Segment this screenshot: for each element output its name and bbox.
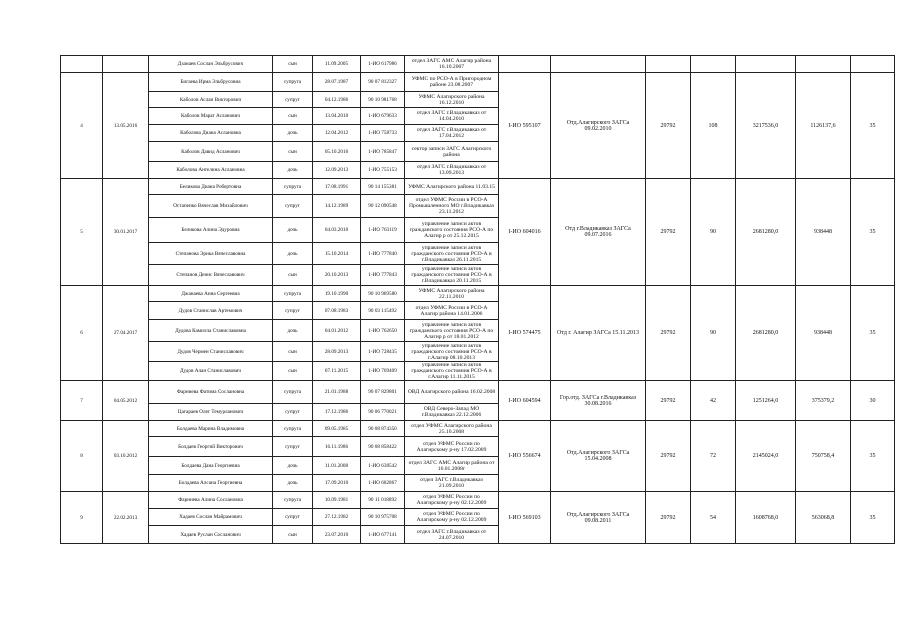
group-zags: Гор.отд. ЗАГСа г.Владикавказ 30.08.2016 bbox=[551, 381, 646, 421]
group-cert: I-ИО 569103 bbox=[499, 492, 551, 544]
member-relation: дочь bbox=[273, 125, 313, 142]
group-area: 72 bbox=[691, 421, 736, 492]
member-birthdate: 28.09.2013 bbox=[313, 342, 361, 362]
member-birthdate: 04.12.1986 bbox=[313, 92, 361, 108]
table-row bbox=[61, 421, 895, 437]
member-name: Каболов Марат Асланович bbox=[149, 108, 273, 125]
member-birthdate: 05.10.2016 bbox=[313, 142, 361, 162]
group-num: 5 bbox=[61, 179, 103, 286]
member-name: Дзанаев Сослан Эльбрусович bbox=[149, 56, 273, 73]
member-birthdate: 27.12.1982 bbox=[313, 509, 361, 526]
member-relation: дочь bbox=[273, 457, 313, 475]
group-cert: I-ИО 556674 bbox=[499, 421, 551, 492]
member-document: 1-ИО 682867 bbox=[361, 475, 405, 492]
group-area: 108 bbox=[691, 73, 736, 179]
group-sum: 2681280,0 bbox=[736, 286, 796, 381]
member-document: 1-ИО 638542 bbox=[361, 457, 405, 475]
member-name: Цагараев Олег Темурланович bbox=[149, 404, 273, 421]
member-name: Бигаева Ирма Эльбрусовна bbox=[149, 73, 273, 92]
member-relation: дочь bbox=[273, 320, 313, 342]
member-birthdate: 07.11.2015 bbox=[313, 362, 361, 381]
member-relation: супруга bbox=[273, 179, 313, 195]
member-birthdate: 09.05.1985 bbox=[313, 421, 361, 437]
member-birthdate: 17.09.2010 bbox=[313, 475, 361, 492]
document-page bbox=[60, 55, 876, 544]
member-relation: сын bbox=[273, 142, 313, 162]
member-document: 1-ИО 763119 bbox=[361, 218, 405, 243]
group-date bbox=[103, 56, 149, 73]
member-name: Дудов Чермен Станиславович bbox=[149, 342, 273, 362]
member-name: Беликова Алина Эдуровна bbox=[149, 218, 273, 243]
member-issued-by: отдел ЗАГС г.Владикавказ 21.09.2010 bbox=[405, 475, 499, 492]
member-birthdate: 12.04.2012 bbox=[313, 125, 361, 142]
member-issued-by: управление записи актов гражданского состояния РСО-А в г.Алагир 08.10.2013 bbox=[405, 342, 499, 362]
table-row bbox=[61, 492, 895, 509]
member-relation: дочь bbox=[273, 475, 313, 492]
member-issued-by: сектор записи ЗАГС Алагирского района bbox=[405, 142, 499, 162]
group-sum: 2145024,0 bbox=[736, 421, 796, 492]
member-document: 90 08 858422 bbox=[361, 437, 405, 457]
group-num: 7 bbox=[61, 381, 103, 421]
group-price: 29792 bbox=[646, 492, 691, 544]
member-document: 1-ИО 762650 bbox=[361, 320, 405, 342]
table-row bbox=[61, 381, 895, 404]
group-cert: I-ИО 604016 bbox=[499, 179, 551, 286]
member-relation: дочь bbox=[273, 218, 313, 243]
group-cert: I-ИО 604594 bbox=[499, 381, 551, 421]
group-zags bbox=[551, 56, 646, 73]
group-zags: Отд г. Алагир ЗАГСа 15.11.2013 bbox=[551, 286, 646, 381]
group-date: 04.05.2012 bbox=[103, 381, 149, 421]
table-row bbox=[61, 73, 895, 92]
member-document: 90 07 829801 bbox=[361, 381, 405, 404]
member-birthdate: 10.09.1981 bbox=[313, 492, 361, 509]
member-relation: супруга bbox=[273, 492, 313, 509]
member-name: Беликова Диана Робертовна bbox=[149, 179, 273, 195]
table-row bbox=[61, 56, 895, 73]
group-pay: 938448 bbox=[796, 286, 851, 381]
member-birthdate: 19.10.1990 bbox=[313, 286, 361, 302]
member-document: 1-ИО 777840 bbox=[361, 243, 405, 265]
group-pay: 375379,2 bbox=[796, 381, 851, 421]
member-document: 90 12 090548 bbox=[361, 195, 405, 218]
group-sum: 2681280,0 bbox=[736, 179, 796, 286]
member-name: Дудов Алан Станиславович bbox=[149, 362, 273, 381]
member-name: Хадаев Сослан Майрамович bbox=[149, 509, 273, 526]
group-pct: 35 bbox=[851, 73, 895, 179]
group-pay: 750758,4 bbox=[796, 421, 851, 492]
group-sum: 1251264,0 bbox=[736, 381, 796, 421]
member-document: 1-ИО 785847 bbox=[361, 142, 405, 162]
member-birthdate: 04.01.2012 bbox=[313, 320, 361, 342]
group-price: 29792 bbox=[646, 381, 691, 421]
member-issued-by: управление записи актов гражданского состояния РСО-А в г.Алагир 11.11.2015 bbox=[405, 362, 499, 381]
member-relation: супруга bbox=[273, 286, 313, 302]
group-area: 42 bbox=[691, 381, 736, 421]
member-relation: супруг bbox=[273, 509, 313, 526]
member-birthdate: 28.07.1987 bbox=[313, 73, 361, 92]
member-name: Джанаева Анна Сергеевна bbox=[149, 286, 273, 302]
member-name: Болдаева Алсана Георгиевна bbox=[149, 475, 273, 492]
member-birthdate: 13.04.2010 bbox=[313, 108, 361, 125]
member-document: 1-ИО 617986 bbox=[361, 56, 405, 73]
group-date: 03.10.2012 bbox=[103, 421, 149, 492]
member-name: Дудова Камилла Станиславовна bbox=[149, 320, 273, 342]
member-document: 1-ИО 755153 bbox=[361, 162, 405, 179]
group-area: 90 bbox=[691, 286, 736, 381]
member-issued-by: управление записи актов гражданского состояния РСО-А по Алагир р от 25.12.2015 bbox=[405, 218, 499, 243]
member-document: 1-ИО 758733 bbox=[361, 125, 405, 142]
group-area: 54 bbox=[691, 492, 736, 544]
member-relation: супруга bbox=[273, 73, 313, 92]
member-name: Болдаева Дана Георгиевна bbox=[149, 457, 273, 475]
member-issued-by: ОВД Алагирского района 16.02.2008 bbox=[405, 381, 499, 404]
member-document: 1-ИО 679633 bbox=[361, 108, 405, 125]
member-issued-by: управление записи актов гражданского состояния РСО-А в г.Владикавказ 26.11.2015 bbox=[405, 243, 499, 265]
member-document: 1-ИО 777843 bbox=[361, 265, 405, 286]
member-document: 1-ИО 769409 bbox=[361, 362, 405, 381]
group-pct: 35 bbox=[851, 492, 895, 544]
member-issued-by: отдел УФМС России по Алагирскому р-ну 02.12.2009 bbox=[405, 492, 499, 509]
member-issued-by: отдел ЗАГС г.Владикавказ от 13.09.2013 bbox=[405, 162, 499, 179]
member-issued-by: отдел УФМС России в РСО-А Алагир района 14.01.2006 bbox=[405, 302, 499, 320]
group-cert: I-ИО 574475 bbox=[499, 286, 551, 381]
member-birthdate: 12.09.2013 bbox=[313, 162, 361, 179]
group-date: 30.01.2017 bbox=[103, 179, 149, 286]
group-date: 13.05.2016 bbox=[103, 73, 149, 179]
member-birthdate: 21.01.1988 bbox=[313, 381, 361, 404]
group-sum: 1608768,0 bbox=[736, 492, 796, 544]
group-num: 8 bbox=[61, 421, 103, 492]
member-document: 90 08 874350 bbox=[361, 421, 405, 437]
member-relation: супруг bbox=[273, 404, 313, 421]
member-issued-by: отдел УФМС России по Алагирскому р-ну 17.02.2009 bbox=[405, 437, 499, 457]
member-relation: сын bbox=[273, 342, 313, 362]
member-name: Каболов Давид Асланович bbox=[149, 142, 273, 162]
member-birthdate: 14.12.1989 bbox=[313, 195, 361, 218]
member-document: 1-ИО 677141 bbox=[361, 526, 405, 544]
group-date: 27.04.2017 bbox=[103, 286, 149, 381]
member-relation: супруг bbox=[273, 92, 313, 108]
member-relation: супруга bbox=[273, 381, 313, 404]
group-num: 4 bbox=[61, 73, 103, 179]
group-pay: 563068,8 bbox=[796, 492, 851, 544]
member-name: Фарниева Алина Сослановна bbox=[149, 492, 273, 509]
member-relation: сын bbox=[273, 56, 313, 73]
member-issued-by: УФМС Алагирского района 22.11.2010 bbox=[405, 286, 499, 302]
member-birthdate: 17.08.1991 bbox=[313, 179, 361, 195]
member-birthdate: 11.01.2008 bbox=[313, 457, 361, 475]
member-issued-by: УФМС Алагирского района 11.03.15 bbox=[405, 179, 499, 195]
group-pct: 35 bbox=[851, 421, 895, 492]
member-name: Остапенко Вячеслав Михайлович bbox=[149, 195, 273, 218]
member-birthdate: 17.12.1986 bbox=[313, 404, 361, 421]
member-issued-by: отдел ЗАГС г.Владикавказ от 17.04.2012 bbox=[405, 125, 499, 142]
group-cert: I-ИО 595107 bbox=[499, 73, 551, 179]
member-document: 90 10 981768 bbox=[361, 92, 405, 108]
member-birthdate: 20.10.2013 bbox=[313, 265, 361, 286]
group-pay: 938448 bbox=[796, 179, 851, 286]
member-name: Болдаева Марина Владимовна bbox=[149, 421, 273, 437]
member-name: Каболов Аслан Викторович bbox=[149, 92, 273, 108]
member-birthdate: 11.09.2005 bbox=[313, 56, 361, 73]
member-birthdate: 16.11.1986 bbox=[313, 437, 361, 457]
member-document: 90 06 770021 bbox=[361, 404, 405, 421]
member-relation: супруга bbox=[273, 421, 313, 437]
member-relation: дочь bbox=[273, 243, 313, 265]
member-document: 90 14 155381 bbox=[361, 179, 405, 195]
group-zags: Отд.Алагирского ЗАГСа 09.02.2010 bbox=[551, 73, 646, 179]
group-num: 9 bbox=[61, 492, 103, 544]
member-name: Каболова Диана Аслановна bbox=[149, 125, 273, 142]
member-relation: супруг bbox=[273, 195, 313, 218]
member-document: 90 07 812327 bbox=[361, 73, 405, 92]
member-document: 90 10 975708 bbox=[361, 509, 405, 526]
group-pct: 35 bbox=[851, 286, 895, 381]
group-sum bbox=[736, 56, 796, 73]
group-num: 6 bbox=[61, 286, 103, 381]
member-relation: сын bbox=[273, 362, 313, 381]
group-area: 90 bbox=[691, 179, 736, 286]
member-name: Болдаев Георгий Викторович bbox=[149, 437, 273, 457]
member-name: Фарниева Фатима Сослановна bbox=[149, 381, 273, 404]
group-price: 29792 bbox=[646, 73, 691, 179]
member-relation: супруг bbox=[273, 302, 313, 320]
member-relation: сын bbox=[273, 265, 313, 286]
member-issued-by: отдел ЗАГС АМС Алагир района от 16.01.2008г bbox=[405, 457, 499, 475]
group-zags: Отд.Алагирского ЗАГСа 09.08.2011 bbox=[551, 492, 646, 544]
group-area bbox=[691, 56, 736, 73]
table-row bbox=[61, 179, 895, 195]
member-relation: дочь bbox=[273, 162, 313, 179]
member-name: Каболова Ангелина Аслановна bbox=[149, 162, 273, 179]
member-issued-by: отдел УФМС Алагирского района 25.10.2008 bbox=[405, 421, 499, 437]
member-name: Дудов Станислав Артемович bbox=[149, 302, 273, 320]
member-relation: супруг bbox=[273, 437, 313, 457]
member-name: Степанов Денис Вячеславович bbox=[149, 265, 273, 286]
group-pct: 30 bbox=[851, 381, 895, 421]
member-issued-by: отдел ЗАГС г.Владикавказ от 24.07.2010 bbox=[405, 526, 499, 544]
member-name: Степанова Эрика Вячеславовна bbox=[149, 243, 273, 265]
member-name: Хадаев Руслан Сосланович bbox=[149, 526, 273, 544]
member-relation: сын bbox=[273, 108, 313, 125]
group-sum: 3217536,0 bbox=[736, 73, 796, 179]
member-relation: сын bbox=[273, 526, 313, 544]
group-price: 29792 bbox=[646, 179, 691, 286]
member-document: 90 11 018892 bbox=[361, 492, 405, 509]
group-pay bbox=[796, 56, 851, 73]
group-pay: 1126137,6 bbox=[796, 73, 851, 179]
group-num bbox=[61, 56, 103, 73]
member-birthdate: 23.07.2010 bbox=[313, 526, 361, 544]
member-issued-by: управление записи актов гражданского состояния РСО-А по Алагир р от 18.01.2012 bbox=[405, 320, 499, 342]
member-birthdate: 15.10.2014 bbox=[313, 243, 361, 265]
group-date: 22.02.2013 bbox=[103, 492, 149, 544]
group-price bbox=[646, 56, 691, 73]
member-issued-by: ОВД Северо-Запад МО г.Владикавказ 22.12.2006 bbox=[405, 404, 499, 421]
group-zags: Отд г.Владикавказ ЗАГСа 09.07.2016 bbox=[551, 179, 646, 286]
member-document: 1-ИО 728435 bbox=[361, 342, 405, 362]
group-price: 29792 bbox=[646, 421, 691, 492]
group-pct: 35 bbox=[851, 179, 895, 286]
family-records-table bbox=[60, 55, 895, 544]
group-zags: Отд.Алагирского ЗАГСа 15.04.2008 bbox=[551, 421, 646, 492]
table-row bbox=[61, 286, 895, 302]
member-issued-by: управление записи актов гражданского состояния РСО-А в г.Владикавказ 20.11.2015 bbox=[405, 265, 499, 286]
member-issued-by: отдел ЗАГС АМС Алагир района 16.10.2007 bbox=[405, 56, 499, 73]
group-pct bbox=[851, 56, 895, 73]
member-document: 90 10 969580 bbox=[361, 286, 405, 302]
member-issued-by: отдел УФМС России по Алагирскому р-ну 02.12.2009 bbox=[405, 509, 499, 526]
member-birthdate: 04.03.2010 bbox=[313, 218, 361, 243]
member-document: 90 03 115492 bbox=[361, 302, 405, 320]
group-price: 29792 bbox=[646, 286, 691, 381]
member-birthdate: 07.08.1983 bbox=[313, 302, 361, 320]
member-issued-by: УФМС по РСО-А в Пригородном районе 23.08.2007 bbox=[405, 73, 499, 92]
member-issued-by: отдел УФМС России в РСО-А Промышленного МО г.Владикавказ 23.11.2012 bbox=[405, 195, 499, 218]
member-issued-by: отдел ЗАГС г.Владикавказ от 14.04.2010 bbox=[405, 108, 499, 125]
group-cert bbox=[499, 56, 551, 73]
member-issued-by: УФМС Алагирского района 16.12.2010 bbox=[405, 92, 499, 108]
